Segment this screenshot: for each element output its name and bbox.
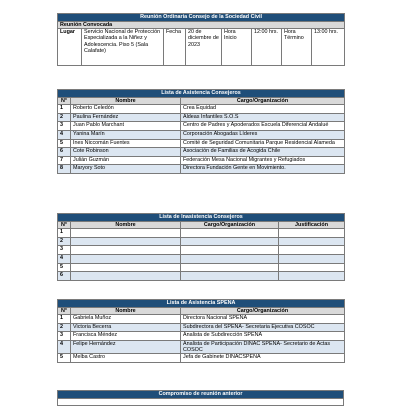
table-row [58,354,345,363]
col-num: N° [58,222,71,229]
row-num: 1 [58,105,71,114]
col-cargo: Cargo/Organización [181,98,345,105]
row-cargo: Asociación de Familias de Acogida Chile [181,148,345,157]
row-num: 7 [58,156,71,165]
start-label: Hora Inicio [222,29,252,66]
meeting-title: Reunión Ordinaria Consejo de la Sociedad Civil [58,14,345,22]
col-num: N° [58,308,71,315]
row-num: 3 [58,246,71,255]
col-nombre: Nombre [71,308,181,315]
row-nombre: Gabriela Muñoz [71,315,181,324]
table-row [58,122,345,131]
row-num: 3 [58,122,71,131]
row-nombre: Melba Castro [71,354,181,363]
row-nombre: Ines Niccomán Fuentes [71,139,181,148]
place-value: Servicio Nacional de Protección Especializada a la Niñez y Adolescencia. Piso 5 (Sala Calafate) [82,29,164,66]
table-row [58,254,345,263]
row-num: 5 [58,139,71,148]
col-cargo: Cargo/Organización [181,308,345,315]
row-num: 2 [58,237,71,246]
date-value: 20 de diciembre de 2023 [186,29,222,66]
row-nombre: Yanina Marín [71,130,181,139]
row-nombre: Paulina Fernández [71,113,181,122]
table-row [58,156,345,165]
row-cargo: Federación Mesa Nacional Migrantes y Refugiados [181,156,345,165]
row-nombre: Juan Pablo Marchant [71,122,181,131]
end-value: 13:00 hrs. [312,29,345,66]
asistencia-consejeros-title: Lista de Asistencia Consejeros [58,90,345,98]
col-justificacion: Justificación [279,222,345,229]
row-cargo: Aldeas Infantiles S.O.S [181,113,345,122]
table-row [58,229,345,238]
asistencia-spena-title: Lista de Asistencia SPENA [58,300,345,308]
table-row [58,246,345,255]
inasistencia-consejeros-table [57,213,345,281]
table-row [58,237,345,246]
table-row [58,332,345,341]
row-num: 1 [58,229,71,238]
col-nombre: Nombre [71,222,181,229]
inasistencia-consejeros-title: Lista de Inasistencia Consejeros [58,214,345,222]
asistencia-spena-table [57,299,345,363]
row-nombre: Roberto Celedón [71,105,181,114]
row-num: 4 [58,254,71,263]
row-num: 1 [58,315,71,324]
asistencia-consejeros-table [57,89,345,174]
row-num: 4 [58,340,71,353]
row-cargo: Jefa de Gabinete DINACSPENA [181,354,345,363]
table-row [58,315,345,324]
place-label: Lugar [58,29,82,66]
row-cargo: Directora Fundación Gente en Movimiento. [181,165,345,174]
row-cargo: Crea Equidad [181,105,345,114]
row-nombre: Francisca Méndez [71,332,181,341]
meeting-section-label: Reunión Convocada [58,22,345,29]
row-num: 6 [58,148,71,157]
start-value: 12:00 hrs. [252,29,282,66]
row-num: 8 [58,165,71,174]
row-num: 2 [58,113,71,122]
row-num: 5 [58,263,71,272]
table-row [58,130,345,139]
col-cargo: Cargo/Organización [181,222,279,229]
table-row [58,165,345,174]
row-nombre: Maryory Soto [71,165,181,174]
row-cargo: Comité de Seguridad Comunitaria Parque Residencial Alameda [181,139,345,148]
row-num: 3 [58,332,71,341]
table-row [58,263,345,272]
row-cargo: Corporación Abogadas Líderes [181,130,345,139]
table-row [58,105,345,114]
meeting-table [57,13,345,66]
end-label: Hora Término [282,29,312,66]
row-cargo: Analista de Participación DINAC SPENA- Secretario de Actas COSOC [181,340,345,353]
row-num: 6 [58,272,71,281]
row-cargo: Directora Nacional SPENA [181,315,345,324]
table-row [58,272,345,281]
row-cargo: Analista de Subdirección SPENA [181,332,345,341]
row-nombre: Victoria Becerra [71,323,181,332]
compromiso-title: Compromiso de reunión anterior [58,391,344,399]
table-row [58,340,345,353]
table-row [58,148,345,157]
table-row [58,323,345,332]
compromiso-table [57,390,344,406]
table-row [58,139,345,148]
col-num: N° [58,98,71,105]
row-nombre: Julián Guzmán [71,156,181,165]
col-nombre: Nombre [71,98,181,105]
row-nombre: Felipe Hernández [71,340,181,353]
row-num: 5 [58,354,71,363]
row-cargo: Subdirectora del SPENA- Secretaria Ejecutiva COSOC [181,323,345,332]
row-num: 2 [58,323,71,332]
row-cargo: Centro de Padres y Apoderados Escuela Diferencial Andalué [181,122,345,131]
row-num: 4 [58,130,71,139]
row-nombre: Cote Robinson [71,148,181,157]
table-row [58,113,345,122]
date-label: Fecha [164,29,186,66]
